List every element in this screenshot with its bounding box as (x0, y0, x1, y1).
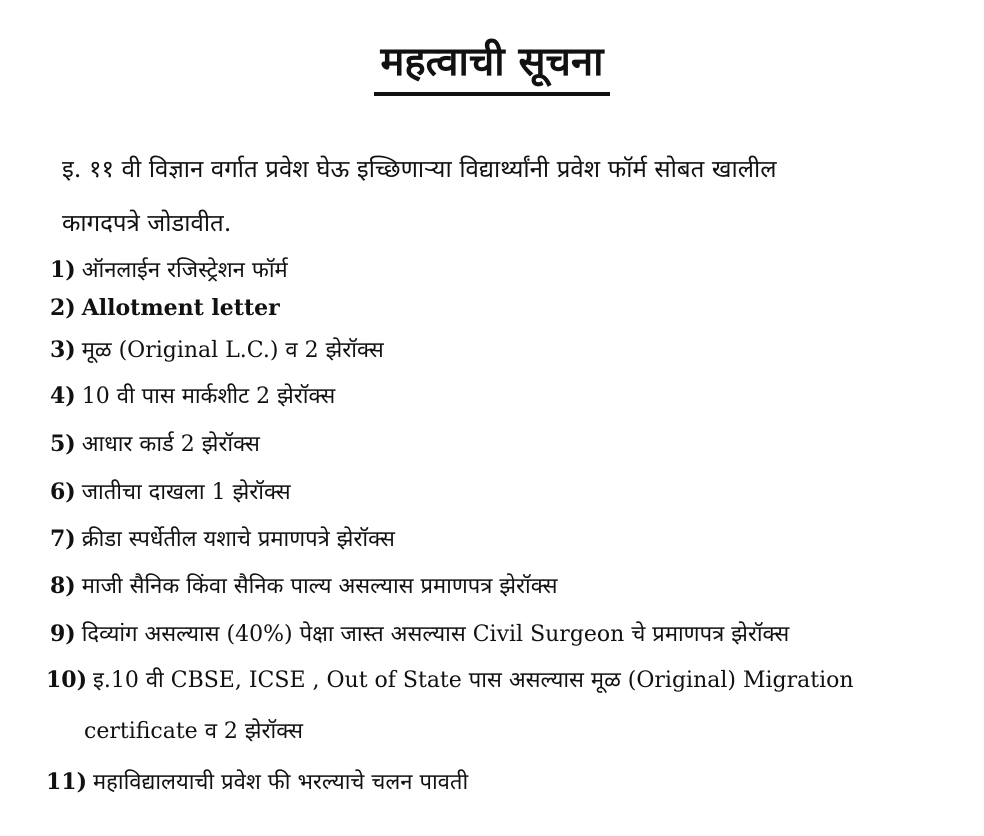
list-item (50, 330, 384, 371)
list-item-text: दिव्यांग असल्यास (40%) पेक्षा जास्त असल्यास Civil Surgeon चे प्रमाणपत्र झेरॉक्स (81, 622, 790, 647)
list-item-text: जातीचा दाखला 1 झेरॉक्स (81, 480, 291, 505)
notice-title-text: महत्वाची सूचना (374, 34, 609, 96)
list-item-number: 10) (46, 667, 88, 693)
list-item (50, 376, 335, 417)
list-item-text: Allotment letter (81, 295, 280, 321)
list-item (50, 424, 260, 465)
list-item-number: 3) (50, 337, 76, 363)
list-item-text: माजी सैनिक किंवा सैनिक पाल्य असल्यास प्रमाणपत्र झेरॉक्स (81, 574, 558, 599)
list-item (46, 762, 468, 803)
intro-line-1: इ. ११ वी विज्ञान वर्गात प्रवेश घेऊ इच्छिणाऱ्या विद्यार्थ्यांनी प्रवेश फॉर्म सोबत खालील (62, 155, 777, 183)
list-item-text: इ.10 वी CBSE, ICSE , Out of State पास असल्यास मूळ (Original) Migration (93, 668, 854, 693)
list-item-number: 5) (50, 431, 76, 457)
list-item (46, 660, 854, 701)
list-item (50, 566, 557, 607)
list-item-text: ऑनलाईन रजिस्ट्रेशन फॉर्म (81, 258, 288, 283)
list-item-number: 6) (50, 479, 76, 505)
list-item-text: मूळ (Original L.C.) व 2 झेरॉक्स (81, 338, 384, 363)
list-item (50, 614, 789, 655)
list-item (50, 288, 280, 329)
list-item-number: 2) (50, 295, 76, 321)
list-item-text: 10 वी पास मार्कशीट 2 झेरॉक्स (81, 384, 336, 409)
list-item (50, 472, 291, 513)
list-item-continuation: certificate व 2 झेरॉक्स (84, 719, 303, 744)
list-item-number: 11) (46, 769, 88, 795)
list-item-text: क्रीडा स्पर्धेतील यशाचे प्रमाणपत्रे झेरॉक्स (81, 527, 395, 552)
list-item (50, 519, 395, 560)
list-item-number: 8) (50, 573, 76, 599)
list-item-number: 1) (50, 257, 76, 283)
list-item-text: आधार कार्ड 2 झेरॉक्स (81, 432, 260, 457)
list-item-number: 7) (50, 526, 76, 552)
list-item-number: 9) (50, 621, 76, 647)
intro-line-2: कागदपत्रे जोडावीत. (62, 209, 232, 237)
list-item-number: 4) (50, 383, 76, 409)
list-item (50, 250, 288, 291)
list-item-text: महाविद्यालयाची प्रवेश फी भरल्याचे चलन पावती (93, 770, 469, 795)
